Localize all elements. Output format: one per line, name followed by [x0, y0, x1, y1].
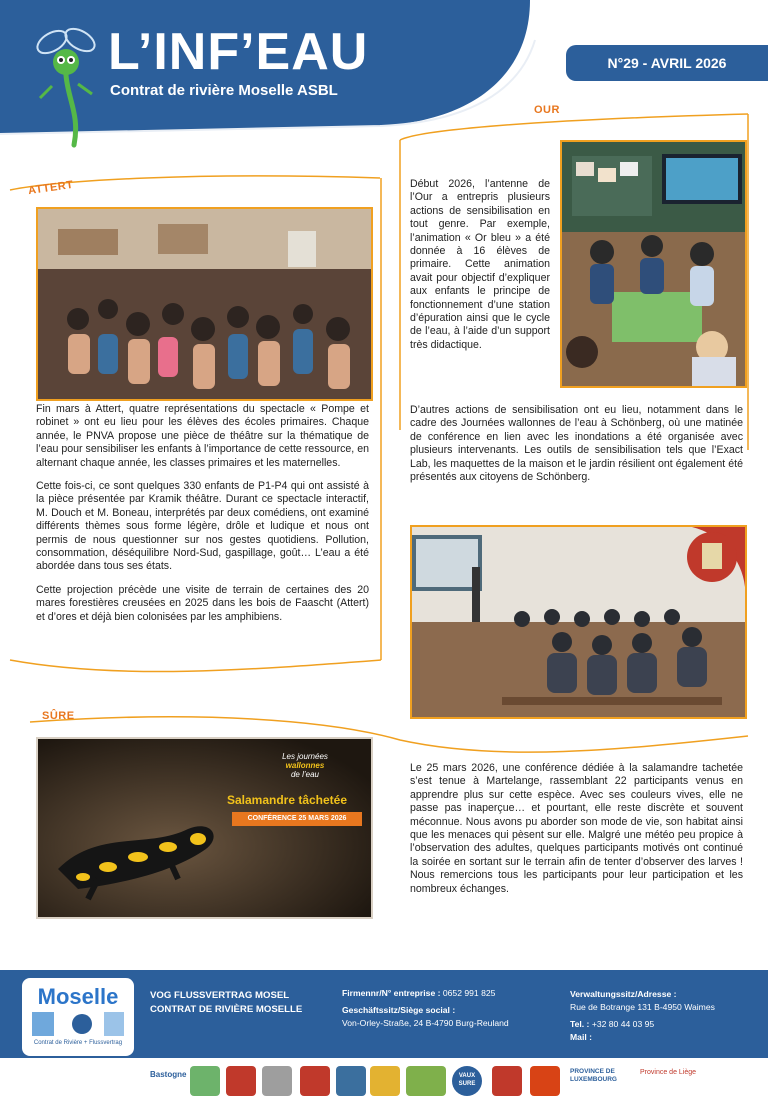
our-classroom-photo: [560, 140, 747, 388]
footer-tel: [570, 1018, 654, 1030]
coat-of-arms-2: [226, 1066, 256, 1096]
poster-journees-logo: [250, 752, 360, 779]
footer-seat-value: Von-Orley-Straße, 24 B-4790 Burg-Reuland: [342, 1018, 509, 1028]
wallonie-logo: [530, 1066, 560, 1096]
moselle-logo-word: Moselle: [37, 984, 119, 1009]
our-conference-photo: [410, 525, 747, 719]
sure-paragraph-1: Le 25 mars 2026, une conférence dédiée à la salamandre tachetée s’est tenue à Martelange, rassemblant 22 participants venus en apprendre plus sur cette espèce. Avec ses couleurs vives, elle ne passe pas inaperçue… et pourtant, elle reste discrète et souvent méconnue. Nous avons pu aborder son mode de vie, son habitat ainsi que les menaces qui pèsent sur elle. Malgré une météo peu propice à l’observation des adultes, quelques participants motivés ont continué la soirée en sortant sur le terrain afin de tenter d’observer des larves ! Nous remercions tous les participants pour leur participation et les nombreux échanges.: [410, 762, 743, 895]
footer-tel-value[interactable]: +32 80 44 03 95: [591, 1019, 655, 1029]
footer-firm: [342, 987, 495, 999]
section-label-attert: ATTERT: [27, 178, 75, 198]
our-paragraph-1: Début 2026, l’antenne de l’Our a entrepris plusieurs actions de sensibilisation en tout genre. Par exemple, l’animation « Or bleu » a été donnée à 16 élèves de primaire. Cette animation avait pour objectif d’expliquer aux enfants le principe de fonctionnement d’une station d’épuration ainsi que le cycle de l’eau, à l’aide d’un support très didactique.: [410, 178, 550, 351]
issue-badge: N°29 - AVRIL 2026: [566, 45, 768, 81]
footer-firm-value: 0652 991 825: [442, 988, 496, 998]
classroom-animation-image: [562, 142, 745, 386]
coat-of-arms-6: [370, 1066, 400, 1096]
province-luxembourg-logo: PROVINCE DE LUXEMBOURG: [570, 1068, 617, 1083]
martelange-logo: [406, 1066, 446, 1096]
poster-logo-line-3: de l’eau: [290, 770, 320, 779]
poster-logo-line-2: wallonnes: [285, 761, 325, 770]
theatre-audience-image: [38, 209, 371, 399]
poster-title: Salamandre tâchetée: [226, 793, 348, 807]
footer-firm-label: Firmennr/N° entreprise :: [342, 988, 441, 998]
attert-theatre-photo: [36, 207, 373, 401]
coat-of-arms-4: [300, 1066, 330, 1096]
poster-logo-line-1: Les journées: [282, 752, 328, 761]
poster-date-badge: CONFÉRENCE 25 MARS 2026: [232, 812, 362, 826]
footer-org-line-2: CONTRAT DE RIVIÈRE MOSELLE: [150, 1004, 303, 1015]
moselle-logo: [22, 978, 134, 1056]
footer-tel-label: Tel. :: [570, 1019, 590, 1029]
newsletter-title: L’INF’EAU: [108, 23, 369, 81]
attert-paragraph-1: Fin mars à Attert, quatre représentations du spectacle « Pompe et robinet » ont eu lieu pour les élèves des écoles primaires. Chaque année, le PNVA propose une pièce de théâtre sur la thématique de l’eau pour sensibiliser les enfants à l’importance de cette ressource, en alternant chaque année, les classes primaires et les maternelles.: [36, 403, 369, 469]
coat-of-arms-3: [262, 1066, 292, 1096]
conference-room-image: [412, 527, 745, 717]
footer-org-line-1: VOG FLUSSVERTRAG MOSEL: [150, 990, 290, 1001]
our-paragraph-2: D’autres actions de sensibilisation ont eu lieu, notamment dans le cadre des Journées wallonnes de l’eau à Schönberg, où une matinée de conférence en lien avec les inondations a été organisée avec plusieurs intervenants. Les outils de sensibilisation tels que l’Exact Lab, les maquettes de la maison et le jardin résilient ont également été présentés aux citoyens de Schönberg.: [410, 404, 743, 484]
footer-admin-value: Rue de Botrange 131 B-4950 Waimes: [570, 1002, 715, 1012]
section-label-our: OUR: [534, 104, 560, 116]
sure-article: [410, 762, 743, 906]
footer-admin-label: [570, 988, 677, 1000]
footer-mail[interactable]: [570, 1031, 592, 1043]
attert-article: [36, 403, 369, 634]
section-label-sure: SÛRE: [42, 710, 75, 722]
moselle-logo-graphic: [22, 1010, 134, 1040]
footer-admin-label-text: Verwaltungssitz/Adresse :: [570, 989, 677, 999]
footer-mail-label: Mail :: [570, 1032, 592, 1042]
moselle-logo-subtitle: Contrat de Rivière + Flussvertrag: [33, 1040, 123, 1046]
coat-of-arms-1: [190, 1066, 220, 1096]
vaux-sure-logo: VAUX SURE: [452, 1066, 482, 1096]
footer-seat-label-text: Geschäftssitz/Siège social :: [342, 1005, 456, 1015]
province-liege-logo: Province de Liège: [640, 1069, 697, 1076]
our-article-intro: [410, 178, 550, 362]
attert-paragraph-2: Cette fois-ci, ce sont quelques 330 enfants de P1-P4 qui ont assisté à la pièce présentée par Kramik théâtre. Durant ce spectacle interactif, M. Douch et M. Boneau, interprétés par deux comédiens, ont examiné différents thèmes sous forme légère, drôle et ludique et nous ont permis de nous questionner sur nos gestes quotidiens. Pollution, consommation, déséquilibre Nord-Sud, gaspillage, goût… L’eau a été abordée dans tous ses états.: [36, 480, 369, 573]
attert-paragraph-3: Cette projection précède une visite de terrain de certaines des 20 mares forestières creusées en 2025 dans les bois de Faascht (Attert) et d’ores et déjà bien colonisées par les amphibiens.: [36, 583, 369, 623]
bastogne-logo: Bastogne: [150, 1070, 187, 1079]
coat-of-arms-5: [336, 1066, 366, 1096]
coat-of-arms-7: [492, 1066, 522, 1096]
footer-seat-label: [342, 1004, 455, 1016]
newsletter-subtitle: Contrat de rivière Moselle ASBL: [110, 82, 338, 99]
our-article-continued: [410, 404, 743, 494]
sponsor-logos: [0, 1058, 768, 1109]
